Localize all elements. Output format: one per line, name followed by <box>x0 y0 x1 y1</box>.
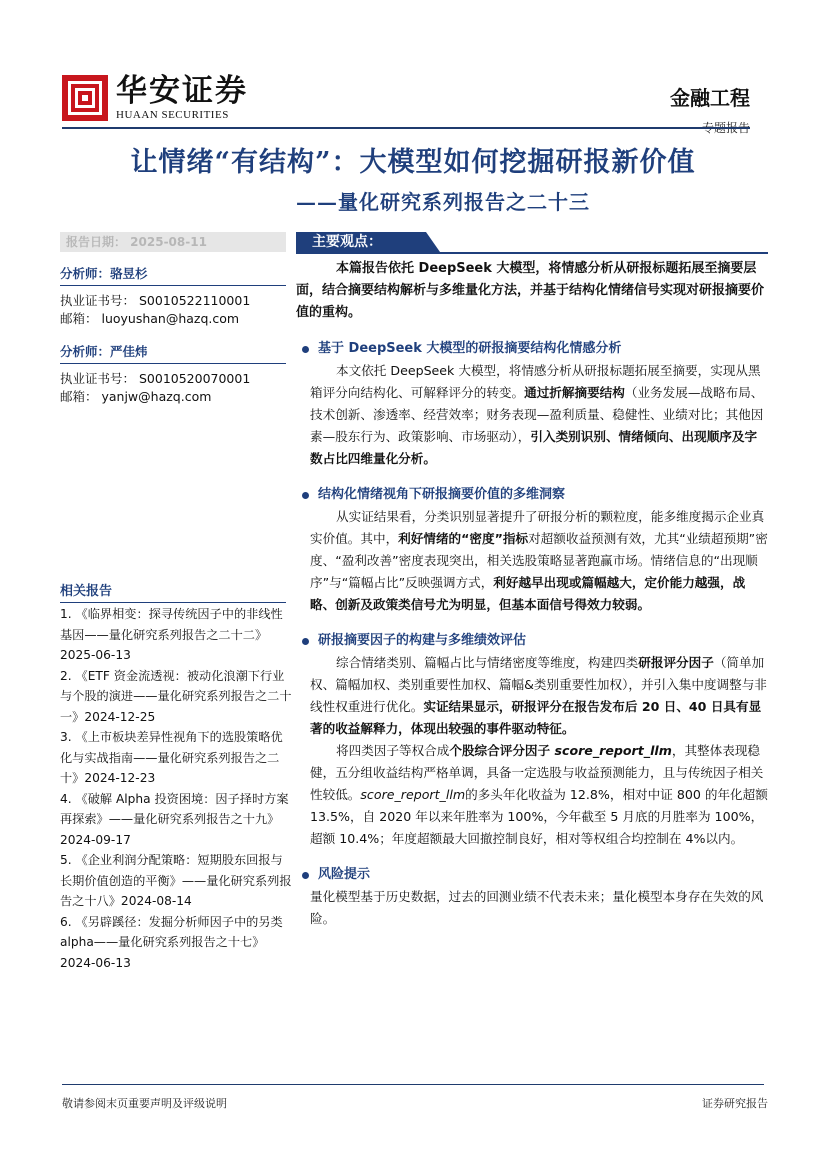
sidebar <box>60 232 286 406</box>
analyst-name: 分析师：骆昱杉 <box>60 264 286 286</box>
report-subtitle: ——量化研究系列报告之二十三 <box>296 190 590 214</box>
key-points-label: 主要观点： <box>312 234 382 250</box>
related-report-item[interactable]: 6. 《另辟蹊径：发掘分析师因子中的另类 alpha——量化研究系列报告之十七》2024-06-13 <box>60 914 283 970</box>
risk-warning: 量化模型基于历史数据，过去的回测业绩不代表未来；量化模型本身存在失效的风险。 <box>310 889 764 926</box>
paragraph-text: （业务发展—战略布局、技术创新、渗透率、经营效率；财务表现—盈利质量、稳健性、业绩对比；其他因素—股东行为、政策影响、市场驱动）， <box>310 385 764 444</box>
analyst-cert: 执业证书号： S0010522110001 <box>60 293 251 308</box>
section-title: 风险提示 <box>318 867 371 882</box>
section-paragraph <box>296 360 768 470</box>
paragraph-bold: 利好情绪的“密度”指标 <box>398 531 529 546</box>
paragraph-bold: 实证结果显示，研报评分在报告发布后 20 日、40 日具有显著的收益解释力，体现出较强的事件驱动特征。 <box>310 699 762 736</box>
footer-disclaimer: 敬请参阅末页重要声明及评级说明 <box>62 1097 227 1110</box>
section-title: 结构化情绪视角下研报摘要价值的多维洞察 <box>318 487 566 502</box>
section-paragraph <box>296 652 768 740</box>
related-report-item[interactable]: 5. 《企业利润分配策略：短期股东回报与长期价值创造的平衡》——量化研究系列报告之十八》2024-08-14 <box>60 853 292 908</box>
section-title: 基于 DeepSeek 大模型的研报摘要结构化情感分析 <box>318 341 622 356</box>
summary-intro: 本篇报告依托 DeepSeek 大模型，将情感分析从研报标题拓展至摘要层面，结合摘要结构解析与多维量化方法，并基于结构化情绪信号实现对研报摘要价值的重构。 <box>296 261 765 320</box>
footer-divider <box>62 1084 764 1085</box>
analyst-block <box>60 264 286 328</box>
main-content <box>296 232 768 930</box>
report-title: 让情绪“有结构”：大模型如何挖掘研报新价值 <box>130 147 696 178</box>
section-paragraph <box>296 506 768 616</box>
analyst-email[interactable]: 邮箱： yanjw@hazq.com <box>60 389 212 404</box>
header-divider <box>62 127 750 129</box>
bullet-icon <box>302 638 309 645</box>
paragraph-bold: 个股综合评分因子 <box>449 743 551 758</box>
paragraph-text: ，其整体表现稳健，五分组收益结构严格单调，具备一定选股与收益预测能力，且与传统因子相关性较低。 <box>310 743 764 802</box>
analyst-name: 分析师：严佳炜 <box>60 342 286 364</box>
paragraph-text: 从实证结果看，分类识别显著提升了研报分析的颗粒度，能多维度揭示企业真实价值。其中， <box>310 509 765 546</box>
paragraph-text: （简单加权、篇幅加权、类别重要性加权、篇幅&类别重要性加权），并引入集中度调整与非线性权重进行优化。 <box>310 655 767 714</box>
section-paragraph <box>296 740 768 850</box>
section-heading <box>296 630 768 652</box>
related-reports-title: 相关报告 <box>60 580 286 603</box>
section-heading <box>296 864 768 886</box>
section-title: 研报摘要因子的构建与多维绩效评估 <box>318 633 527 648</box>
report-date: 报告日期： 2025-08-11 <box>60 232 286 252</box>
bullet-icon <box>302 492 309 499</box>
analyst-block <box>60 342 286 406</box>
section-heading <box>296 338 768 360</box>
paragraph-bold: 通过折解摘要结构 <box>524 385 625 400</box>
bullet-icon <box>302 872 309 879</box>
factor-name: score_report_llm <box>360 787 466 802</box>
key-points-underline <box>296 252 768 254</box>
paragraph-bold: 引入类别识别、情绪倾向、出现顺序及字数占比四维量化分析。 <box>310 429 758 466</box>
logo-seal-icon <box>62 75 108 121</box>
related-report-item[interactable]: 2. 《ETF 资金流透视：被动化浪潮下行业与个股的演进——量化研究系列报告之二十一》2024-12-25 <box>60 668 292 724</box>
related-report-item[interactable]: 4. 《破解 Alpha 投资困境：因子择时方案再探索》——量化研究系列报告之十九》2024-09-17 <box>60 791 289 847</box>
footer-label: 证券研究报告 <box>702 1097 768 1110</box>
key-points-header <box>296 232 768 252</box>
related-report-item[interactable]: 1. 《临界相变：探寻传统因子中的非线性基因——量化研究系列报告之二十二》2025-06-13 <box>60 607 283 662</box>
logo-chinese-name: 华安证券 <box>116 73 248 109</box>
factor-name: score_report_llm <box>550 743 672 758</box>
analyst-cert: 执业证书号： S0010520070001 <box>60 371 251 386</box>
section-heading <box>296 484 768 506</box>
analyst-email[interactable]: 邮箱： luoyushan@hazq.com <box>60 311 240 326</box>
paragraph-text: 综合情绪类别、篇幅占比与情绪密度等维度，构建四类 <box>336 655 639 670</box>
paragraph-text: 本文依托 DeepSeek 大模型，将情感分析从研报标题拓展至摘要，实现从黑箱评分向结构化、可解释评分的转变。 <box>310 363 761 400</box>
logo-english-name: HUAAN SECURITIES <box>116 109 229 121</box>
paragraph-text: 对超额收益预测有效，尤其“业绩超预期”密度、“盈利改善”密度表现突出，相关选股策略显著跑赢市场。情绪信息的“出现顺序”与“篇幅占比”反映强调方式， <box>310 531 768 590</box>
company-logo <box>62 74 248 121</box>
bullet-icon <box>302 346 309 353</box>
paragraph-bold: 利好越早出现或篇幅越大，定价能力越强，战略、创新及政策类信号尤为明显，但基本面信号得效力较弱。 <box>310 575 746 612</box>
paragraph-bold: 研报评分因子 <box>638 655 714 670</box>
related-report-item[interactable]: 3. 《上市板块差异性视角下的选股策略优化与实战指南——量化研究系列报告之二十》2024-12-23 <box>60 730 283 785</box>
paragraph-text: 的多头年化收益为 12.8%，相对中证 800 的年化超额 13.5%，自 2020 年以来年胜率为 100%，今年截至 5 月底的月胜率为 100%，超额 10.4%；年度超额最大回撤控制良好，相对等权组合均控制在 4%以内。 <box>310 787 768 846</box>
paragraph-text: 将四类因子等权合成 <box>336 743 450 758</box>
report-category: 金融工程 <box>670 86 750 110</box>
related-reports-list <box>60 604 292 973</box>
